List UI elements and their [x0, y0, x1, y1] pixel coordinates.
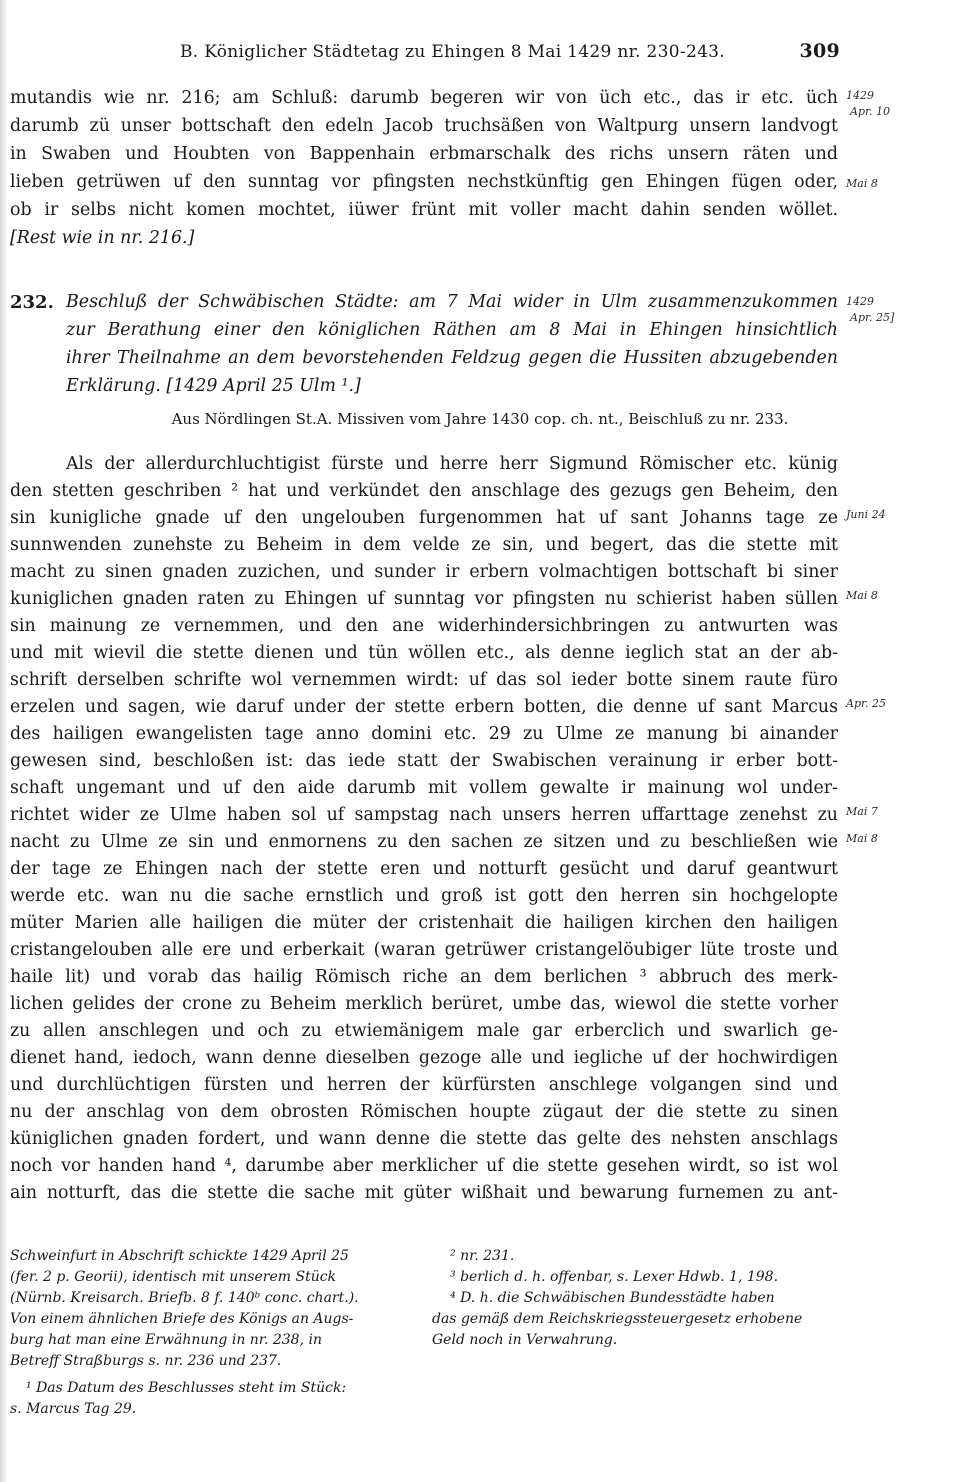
body-line: den stetten geschriben ² hat und verkündet den anschlage des gezugs gen Beheim, den — [10, 481, 838, 501]
scan-edge-shadow — [0, 0, 8, 1482]
margin-note: Mai 8 — [846, 589, 878, 602]
entry-title-line: Erklärung. [1429 April 25 Ulm ¹.] — [66, 376, 361, 396]
margin-note: 1429 — [846, 89, 874, 102]
continuation-line: ob ir selbs nicht komen mochtet, iüwer frünt mit voller macht dahin senden wöllet. — [10, 200, 838, 220]
entry-title-line: Beschluß der Schwäbischen Städte: am 7 Mai wider in Ulm zusammenzukommen — [66, 292, 838, 312]
footnote-right-line: ³ berlich d. h. offenbar, s. Lexer Hdwb. 1, 198. — [450, 1269, 779, 1285]
body-line: zu allen anschlegen und och zu etwiemänigem male gar erberclich und swarlich ge- — [10, 1021, 838, 1041]
continuation-line: mutandis wie nr. 216; am Schluß: darumb begeren wir von üch etc., das ir etc. üch — [10, 88, 838, 108]
body-line: müter Marien alle hailigen die müter der cristenhait die hailigen kirchen den hailigen — [10, 913, 838, 933]
body-line: sin mainung ze vernemmen, und den ane widerhindersichbringen zu antwurten was — [10, 616, 838, 636]
footnote-right-line: ² nr. 231. — [450, 1248, 515, 1264]
margin-note: Apr. 25] — [850, 311, 895, 324]
entry-number: 232. — [10, 292, 54, 313]
margin-note: Apr. 25 — [846, 697, 887, 710]
body-line: gewesen sind, beschloßen ist: das iede statt der Swabischen verainung ir erber bott- — [10, 751, 838, 771]
body-line: Als der allerdurchluchtigist fürste und herre herr Sigmund Römischer etc. künig — [66, 454, 838, 474]
body-line: macht zu sinen gnaden zuzichen, und sunder ir erbern volmachtigen bottschaft bi siner — [10, 562, 838, 582]
body-line: sin kunigliche gnade uf den ungelouben furgenommen hat uf sant Johanns tage ze — [10, 508, 838, 528]
margin-note: 1429 — [846, 295, 874, 308]
margin-note: Juni 24 — [846, 508, 886, 521]
footnote-left-line: Von einem ähnlichen Briefe des Königs an Augs- — [10, 1311, 354, 1327]
body-line: richtet wider ze Ulme haben sol uf sampstag nach unsers herren uffarttage zenehst zu — [10, 805, 838, 825]
body-line: der tage ze Ehingen nach der stette eren und notturft gesücht und daruf geantwurt — [10, 859, 838, 879]
body-line: und durchlüchtigen fürsten und herren der kürfürsten anschlege volgangen sind und — [10, 1075, 838, 1095]
body-line: des hailigen ewangelisten tage anno domini etc. 29 zu Ulme ze manung bi ainander — [10, 724, 838, 744]
body-line: schrift derselben schrifte wol vernemmen wirdt: uf das sol ieder botte sinem raute füro — [10, 670, 838, 690]
body-line: lichen gelides der crone zu Beheim merklich berüret, umbe das, wiewol die stette vorher — [10, 994, 838, 1014]
body-line: nacht zu Ulme ze sin und enmornens zu den sachen ze sitzen und zu beschließen wie — [10, 832, 838, 852]
margin-note: Mai 8 — [846, 832, 878, 845]
footnote-left-line: Schweinfurt in Abschrift schickte 1429 April 25 — [10, 1248, 349, 1264]
body-line: noch vor handen hand ⁴, darumbe aber merklicher uf die stette gesehen wirdt, so ist wol — [10, 1156, 838, 1176]
running-title: B. Königlicher Städtetag zu Ehingen 8 Mai 1429 nr. 230-243. — [180, 42, 725, 62]
footnote-left-line: Betreff Straßburgs s. nr. 236 und 237. — [10, 1353, 282, 1369]
body-line: haile lit) und vorab das hailig Römisch riche an dem berlichen ³ abbruch des merk- — [10, 967, 838, 987]
running-header — [180, 42, 840, 66]
continuation-line: [Rest wie in nr. 216.] — [10, 228, 195, 248]
margin-note: Mai 7 — [846, 805, 878, 818]
continuation-line: lieben getrüwen uf den sunntag vor pfingsten nechstkünftig gen Ehingen fügen oder, — [10, 172, 838, 192]
body-line: ain notturft, das die stette die sache mit güter wißhait und bewarung furnemen zu ant- — [10, 1183, 838, 1203]
body-line: und mit wievil die stette dienen und tün wöllen etc., als denne ieglich stat an der ab- — [10, 643, 838, 663]
footnote-right-line: Geld noch in Verwahrung. — [432, 1332, 618, 1348]
margin-note: Mai 8 — [846, 177, 878, 190]
footnote-right-line: ⁴ D. h. die Schwäbischen Bundesstädte haben — [450, 1290, 775, 1306]
continuation-line: in Swaben und Houbten von Bappenhain erbmarschalk des richs unsern räten und — [10, 144, 838, 164]
body-line: schaft ungemant und uf den aide darumb mit vollem gewalte ir mainung wol under- — [10, 778, 838, 798]
body-line: cristangelouben alle ere und erberkait (waran getrüwer cristangelöubiger lüte troste und — [10, 940, 838, 960]
body-line: küniglichen gnaden fordert, und wann denne die stette das gelte des nehsten anschlags — [10, 1129, 838, 1149]
margin-note: Apr. 10 — [850, 105, 891, 118]
footnote-left-line: burg hat man eine Erwähnung in nr. 238, in — [10, 1332, 322, 1348]
footnote-left-line: s. Marcus Tag 29. — [10, 1401, 137, 1417]
footnote-left-line: ¹ Das Datum des Beschlusses steht im Stück: — [26, 1380, 347, 1396]
entry-title-line: zur Berathung einer den königlichen Räthen am 8 Mai in Ehingen hinsichtlich — [66, 320, 838, 340]
body-line: kuniglichen gnaden raten zu Ehingen uf sunntag vor pfingsten nu schierist haben süllen — [10, 589, 838, 609]
footnote-right-line: das gemäß dem Reichskriegssteuergesetz erhobene — [432, 1311, 803, 1327]
entry-title-line: ihrer Theilnahme an dem bevorstehenden Feldzug gegen die Hussiten abzugebenden — [66, 348, 838, 368]
footnote-left-line: (fer. 2 p. Georii), identisch mit unserem Stück — [10, 1269, 337, 1285]
source-citation: Aus Nördlingen St.A. Missiven vom Jahre 1430 cop. ch. nt., Beischluß zu nr. 233. — [171, 410, 789, 428]
body-line: dienet hand, iedoch, wann denne dieselben gezoge alle und iegliche uf der hochwirdigen — [10, 1048, 838, 1068]
footnote-left-line: (Nürnb. Kreisarch. Briefb. 8 f. 140ᵇ conc. chart.). — [10, 1290, 359, 1306]
page-number: 309 — [799, 40, 840, 62]
body-line: sunnwenden zunehste zu Beheim in dem velde ze sin, und begert, das die stette mit — [10, 535, 838, 555]
body-line: nu der anschlag von dem obrosten Römischen houpte zügaut der die stette zu sinen — [10, 1102, 838, 1122]
body-line: erzelen und sagen, wie daruf under der stette erbern botten, die denne uf sant Marcus — [10, 697, 838, 717]
body-line: werde etc. wan nu die sache ernstlich und groß ist gott den herren sin hochgelopte — [10, 886, 838, 906]
continuation-line: darumb zü unser bottschaft den edeln Jacob truchsäßen von Waltpurg unsern landvogt — [10, 116, 838, 136]
